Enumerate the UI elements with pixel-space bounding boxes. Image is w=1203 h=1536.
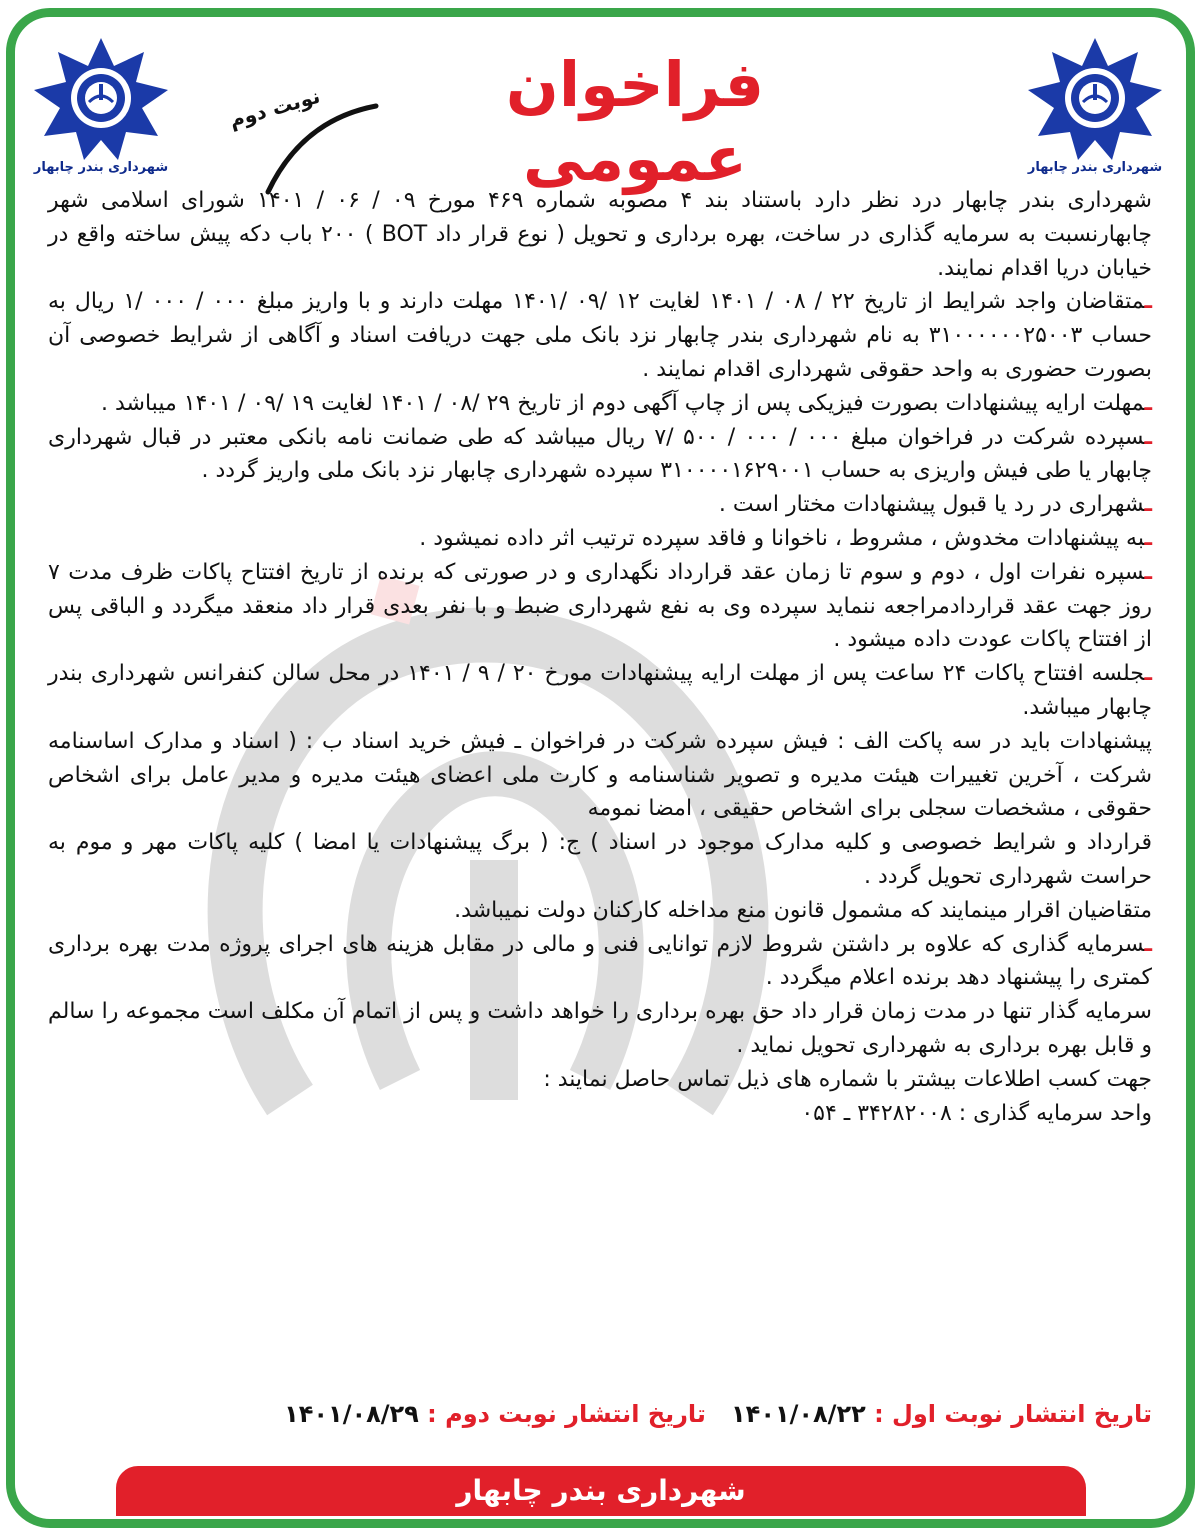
bullet-mark: ـ xyxy=(1144,525,1152,551)
paragraph-text: شهراری در رد یا قبول پیشنهادات مختار است . xyxy=(718,492,1145,518)
announcement-paragraph xyxy=(48,1097,1152,1131)
paragraph-text: سپره نفرات اول ، دوم و سوم تا زمان عقد قرارداد نگهداری و در صورتی که برنده از تاریخ افتتاح پاکات ظرف مدت ۷ روز جهت عقد قراردادمراجعه ننماید سپرده وی به نفع شهرداری ضبط و با نفر بعدی قرار داد منعقد میگردد و الباقی پس از افتتاح پاکات عودت داده میشود . xyxy=(48,559,1152,653)
announcement-paragraph xyxy=(48,826,1152,894)
announcement-paragraph xyxy=(48,184,1152,285)
paragraph-text: جلسه افتتاح پاکات ۲۴ ساعت پس از مهلت ارایه پیشنهادات مورخ ۲۰ / ۹ / ۱۴۰۱ در محل سالن کنفرانس شهرداری بندر چابهار میباشد. xyxy=(48,661,1152,720)
announcement-paragraph xyxy=(48,556,1152,657)
paragraph-text: متقاضیان اقرار مینمایند که مشمول قانون منع مداخله کارکنان دولت نمیباشد. xyxy=(454,897,1152,923)
announcement-paragraph xyxy=(48,1063,1152,1097)
footer-banner: شهرداری بندر چابهار xyxy=(116,1466,1086,1516)
announcement-paragraph xyxy=(48,657,1152,725)
bullet-mark: ـ xyxy=(1144,931,1152,957)
round-label: نوبت دوم xyxy=(226,83,323,133)
bullet-mark: ـ xyxy=(1144,424,1152,450)
announcement-paragraph xyxy=(48,421,1152,489)
star-emblem-icon xyxy=(1020,32,1170,162)
logo-caption-right: شهرداری بندر چابهار xyxy=(1027,160,1163,175)
announcement-paragraph xyxy=(48,522,1152,556)
announcement-body xyxy=(48,184,1152,1130)
page-title: فراخوان عمومی xyxy=(505,48,765,196)
announcement-paragraph xyxy=(48,928,1152,996)
paragraph-text: جهت کسب اطلاعات بیشتر با شماره های ذیل تماس حاصل نمایند : xyxy=(543,1066,1152,1092)
paragraph-text: به پیشنهادات مخدوش ، مشروط ، ناخوانا و فاقد سپرده ترتیب اثر داده نمیشود . xyxy=(419,525,1145,551)
announcement-paragraph xyxy=(48,488,1152,522)
paragraph-text: شهرداری بندر چابهار درد نظر دارد باستناد بند ۴ مصوبه شماره ۴۶۹ مورخ ۰۹ / ۰۶ / ۱۴۰۱ شورای اسلامی شهر چابهارنسبت به سرمایه گذاری در ساخت، بهره برداری و تحویل ( نوع قرار داد BOT ) ۲۰۰ باب دکه پیش ساخته واقع در خیابان دریا اقدام نمایند. xyxy=(48,188,1152,281)
paragraph-text: پیشنهادات باید در سه پاکت الف : فیش سپرده شرکت در فراخوان ـ فیش خرید اسناد ب : ( اسناد و مدارک اساسنامه شرکت ، آخرین تغییرات هیئت مدیره و تصویر شناسنامه و کارت ملی اعضای هیئت مدیره و مدیر عامل برای اشخاص حقوقی ، مشخصات سجلی برای اشخاص حقیقی ، امضا نمومه xyxy=(48,728,1152,822)
paragraph-text: قرارداد و شرایط خصوصی و کلیه مدارک موجود در اسناد ) ج: ( برگ پیشنهادات یا امضا ) کلیه پاکات مهر و موم به حراست شهرداری تحویل گردد . xyxy=(48,830,1152,889)
announcement-paragraph xyxy=(48,894,1152,928)
star-emblem-icon xyxy=(26,32,176,162)
second-publication-date: ۱۴۰۱/۰۸/۲۹ xyxy=(284,1400,419,1428)
paragraph-text: واحد سرمایه گذاری : ۳۴۲۸۲۰۰۸ ـ ۰۵۴ xyxy=(801,1100,1152,1126)
publication-dates xyxy=(48,1400,1152,1428)
municipality-logo-left xyxy=(26,32,176,182)
paragraph-text: متقاضان واجد شرایط از تاریخ ۲۲ / ۰۸ / ۱۴۰۱ لغایت ۱۲ /۰۹ /۱۴۰۱ مهلت دارند و با واریز مبلغ ۰۰۰ / ۰۰۰ /۱ ریال به حساب ۳۱۰۰۰۰۰۰۲۵۰۰۳ به نام شهرداری بندر چابهار نزد بانک ملی جهت دریافت اسناد و آگاهی از شرایط خصوصی آن بصورت حضوری به واحد حقوقی شهرداری اقدام نمایند . xyxy=(48,289,1152,382)
bullet-mark: ـ xyxy=(1144,390,1152,416)
announcement-paragraph xyxy=(48,285,1152,386)
second-publication-label: تاریخ انتشار نوبت دوم : xyxy=(427,1400,706,1428)
announcement-paragraph xyxy=(48,725,1152,826)
logo-caption-left: شهرداری بندر چابهار xyxy=(33,160,169,175)
bullet-mark: ـ xyxy=(1144,559,1152,585)
announcement-paragraph xyxy=(48,387,1152,421)
paragraph-text: سرمایه گذار تنها در مدت زمان قرار داد حق بهره برداری را خواهد داشت و پس از اتمام آن مکلف است مجموعه را سالم و قابل بهره برداری به شهرداری تحویل نماید . xyxy=(48,999,1152,1058)
bullet-mark: ـ xyxy=(1144,289,1153,315)
bullet-mark: ـ xyxy=(1144,492,1152,518)
bullet-mark: ـ xyxy=(1144,661,1152,687)
municipality-logo-right xyxy=(1020,32,1170,182)
first-publication-label: تاریخ انتشار نوبت اول : xyxy=(874,1400,1152,1428)
first-publication-date: ۱۴۰۱/۰۸/۲۲ xyxy=(731,1400,866,1428)
paragraph-text: سپرده شرکت در فراخوان مبلغ ۰۰۰ / ۰۰۰ / ۵۰۰ /۷ ریال میباشد که طی ضمانت نامه بانکی معتبر در قبال شهرداری چابهار یا طی فیش واریزی به حساب ۳۱۰۰۰۰۱۶۲۹۰۰۱ سپرده شهرداری چابهار نزد بانک ملی واریز گردد . xyxy=(48,424,1152,484)
paragraph-text: مهلت ارایه پیشنهادات بصورت فیزیکی پس از چاپ آگهی دوم از تاریخ ۲۹ /۰۸ / ۱۴۰۱ لغایت ۱۹ /۰۹ / ۱۴۰۱ میباشد . xyxy=(101,390,1145,416)
announcement-paragraph xyxy=(48,995,1152,1063)
paragraph-text: سرمایه گذاری که علاوه بر داشتن شروط لازم توانایی فنی و مالی در مقابل هزینه های اجرای پروژه مدت بهره برداری کمتری را پیشنهاد دهد برنده اعلام میگردد . xyxy=(48,931,1152,991)
